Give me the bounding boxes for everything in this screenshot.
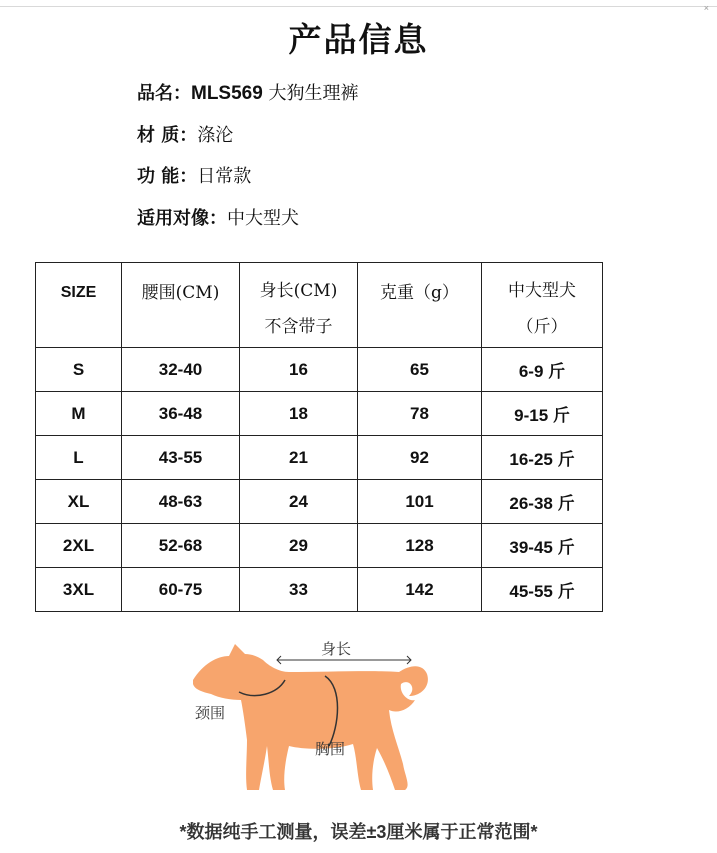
waist-cell: 36-48 (122, 392, 240, 436)
table-row (36, 348, 603, 392)
name-value: 大狗生理裤 (262, 83, 359, 104)
header-length-line2: 不含带子 (264, 317, 333, 337)
target-label: 适用对像： (137, 208, 227, 229)
material-label: 材 质： (137, 125, 198, 146)
header-size: SIZE (36, 263, 122, 348)
size-cell: L (36, 436, 122, 480)
weight-cell: 92 (358, 436, 482, 480)
length-cell: 29 (240, 524, 358, 568)
length-cell: 21 (240, 436, 358, 480)
size-cell: S (36, 348, 122, 392)
table-header-row (36, 263, 603, 348)
size-table (35, 262, 603, 612)
dog-weight-cell: 45-55 斤 (482, 568, 603, 612)
info-function (137, 162, 251, 188)
header-dog (482, 263, 603, 348)
top-rule (0, 6, 717, 7)
length-cell: 24 (240, 480, 358, 524)
dog-weight-cell: 6-9 斤 (482, 348, 603, 392)
corner-mark: × (703, 3, 709, 13)
body-length-label: 身长 (321, 641, 352, 658)
header-dog-line1: 中大型犬 (508, 281, 576, 301)
header-length (240, 263, 358, 348)
info-material (137, 121, 233, 147)
chest-label: 胸围 (315, 741, 346, 758)
dog-weight-cell: 9-15 斤 (482, 392, 603, 436)
name-label: 品名： (137, 83, 191, 104)
dog-weight-cell: 26-38 斤 (482, 480, 603, 524)
neck-label: 颈围 (195, 705, 226, 722)
function-label: 功 能： (137, 166, 198, 187)
size-cell: M (36, 392, 122, 436)
header-length-line1: 身长(CM) (259, 281, 338, 301)
table-row (36, 568, 603, 612)
header-dog-line2: （斤） (516, 317, 568, 337)
size-cell: 3XL (36, 568, 122, 612)
header-waist: 腰围(CM) (122, 263, 240, 348)
weight-cell: 65 (358, 348, 482, 392)
name-code: MLS569 (191, 83, 263, 104)
material-value: 涤沦 (197, 125, 234, 146)
page-title: 产品信息 (288, 20, 429, 59)
size-cell: XL (36, 480, 122, 524)
dog-weight-cell: 39-45 斤 (482, 524, 603, 568)
header-weight: 克重（g） (358, 263, 482, 348)
waist-cell: 32-40 (122, 348, 240, 392)
length-cell: 33 (240, 568, 358, 612)
weight-cell: 128 (358, 524, 482, 568)
target-value: 中大型犬 (227, 208, 299, 229)
info-target (137, 204, 299, 230)
waist-cell: 60-75 (122, 568, 240, 612)
waist-cell: 52-68 (122, 524, 240, 568)
dog-silhouette (193, 644, 428, 790)
table-row (36, 392, 603, 436)
info-name (137, 79, 359, 105)
weight-cell: 78 (358, 392, 482, 436)
table-row (36, 524, 603, 568)
dog-weight-cell: 16-25 斤 (482, 436, 603, 480)
measurement-note: *数据纯手工测量，误差±3厘米属于正常范围* (179, 822, 538, 842)
dog-measurement-diagram (185, 630, 445, 800)
weight-cell: 101 (358, 480, 482, 524)
length-cell: 18 (240, 392, 358, 436)
size-cell: 2XL (36, 524, 122, 568)
waist-cell: 48-63 (122, 480, 240, 524)
length-cell: 16 (240, 348, 358, 392)
waist-cell: 43-55 (122, 436, 240, 480)
table-row (36, 480, 603, 524)
weight-cell: 142 (358, 568, 482, 612)
table-row (36, 436, 603, 480)
function-value: 日常款 (197, 166, 252, 187)
